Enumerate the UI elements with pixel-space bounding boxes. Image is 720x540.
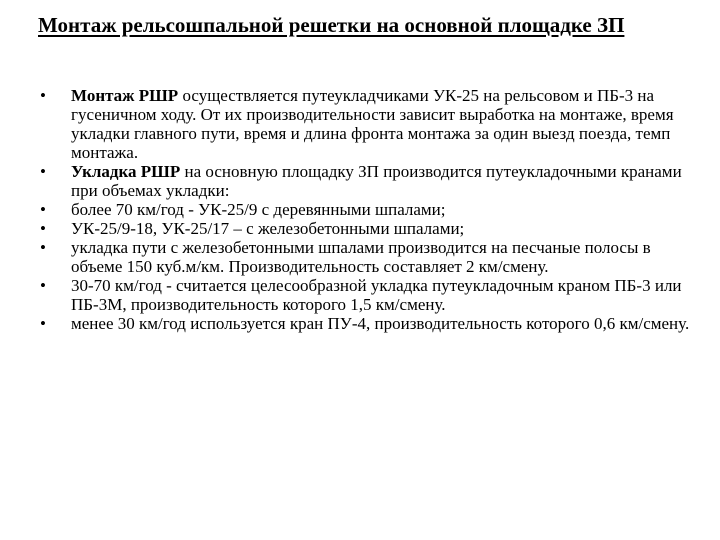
bullet-item-uk-models (40, 219, 700, 238)
bullet-item-sand-strips (40, 238, 700, 276)
bullet-bold-lead: Укладка РШР (71, 162, 181, 181)
bullet-text: на основную площадку ЗП производится путеукладочными кранами при объемах укладки: (71, 162, 682, 200)
bullet-text: 30-70 км/год - считается целесообразной укладка путеукладочным краном ПБ-3 или ПБ-3М, производительность которого 1,5 км/смену. (71, 276, 682, 314)
bullet-text: менее 30 км/год используется кран ПУ-4, производительность которого 0,6 км/смену. (71, 314, 690, 333)
bullet-item-30-70 (40, 276, 700, 314)
bullet-item-over-70 (40, 200, 700, 219)
bullet-item-under-30 (40, 314, 700, 333)
bullet-text: осуществляется путеукладчиками УК-25 на рельсовом и ПБ-3 на гусеничном ходу. От их производительности зависит выработка на монтаже, время укладки главного пути, время и длина фронта монтажа за один выезд поезда, темп монтажа. (71, 86, 674, 162)
bullet-text: более 70 км/год - УК-25/9 с деревянными шпалами; (71, 200, 446, 219)
bullet-item-laying (40, 162, 700, 200)
bullet-list (40, 86, 700, 333)
bullet-text: УК-25/9-18, УК-25/17 – с железобетонными шпалами; (71, 219, 465, 238)
slide-title: Монтаж рельсошпальной решетки на основной площадке ЗП (38, 13, 625, 37)
bullet-text: укладка пути с железобетонными шпалами производится на песчаные полосы в объеме 150 куб.м/км. Производительность составляет 2 км/смену. (71, 238, 651, 276)
bullet-bold-lead: Монтаж РШР (71, 86, 179, 105)
bullet-item-mounting (40, 86, 700, 162)
